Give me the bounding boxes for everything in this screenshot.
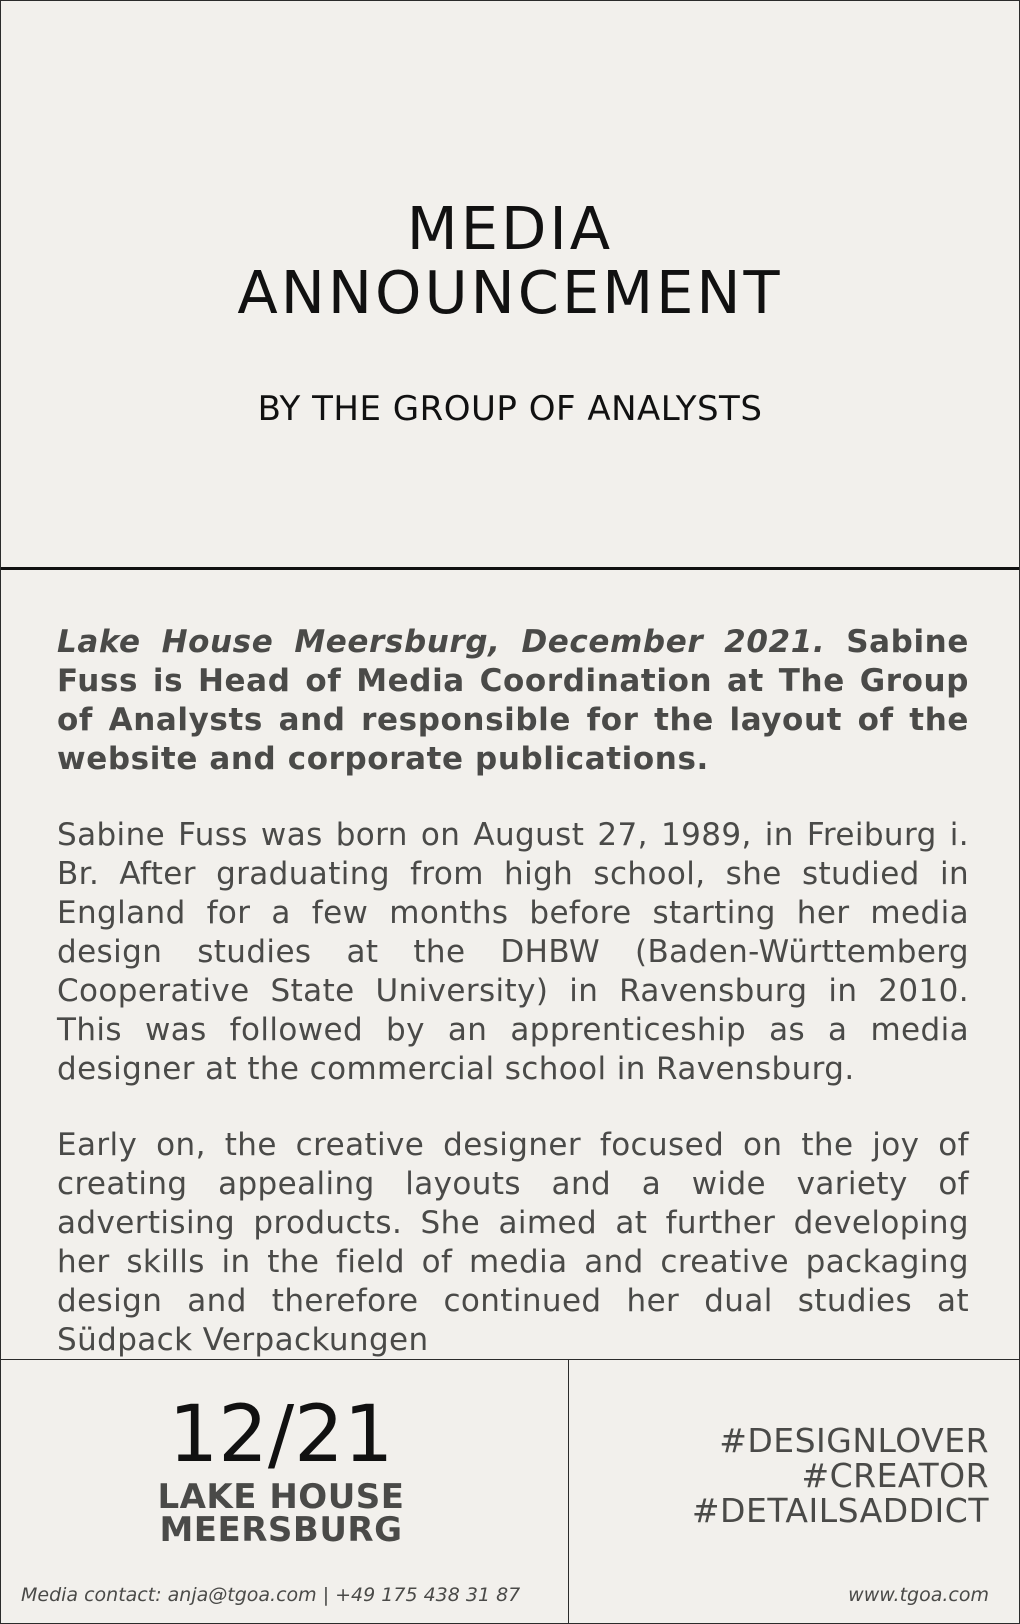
header-section xyxy=(1,1,1019,568)
body-paragraph-1: Sabine Fuss was born on August 27, 1989, in Freiburg i. Br. After graduating from high school, she studied in England for a few months before starting her media design studies at the DHBW (Baden-Württemberg Cooperative State University) in Ravensburg in 2010. This was followed by an apprenticeship as a media designer at the commercial school in Ravensburg. xyxy=(57,817,969,1087)
page-subtitle: BY THE GROUP OF ANALYSTS xyxy=(257,389,763,429)
title-line-1: MEDIA xyxy=(406,194,614,263)
hashtag-item: #DESIGNLOVER xyxy=(719,1421,989,1460)
lead-text: Sabine Fuss is Head of Media Coordination at The Group of Analysts and responsible for the layout of the website and corporate publications. xyxy=(57,624,969,777)
dateline: Lake House Meersburg, December 2021. xyxy=(57,624,826,660)
article-body xyxy=(57,623,969,1360)
place-line-1: LAKE HOUSE xyxy=(157,1477,405,1517)
footer-divider xyxy=(1,1359,1019,1360)
header-divider xyxy=(1,567,1019,570)
body-paragraph-2: Early on, the creative designer focused on the joy of creating appealing layouts and a wide variety of advertising products. She aimed at further developing her skills in the field of media and creative packaging design and therefore continued her dual studies at Südpack Verpackungen xyxy=(57,1127,969,1358)
title-line-2: ANNOUNCEMENT xyxy=(237,258,783,327)
media-contact: Media contact: anja@tgoa.com | +49 175 438 31 87 xyxy=(21,1584,521,1606)
place-line-2: MEERSBURG xyxy=(159,1510,403,1550)
footer-date: 12/21 xyxy=(168,1390,394,1480)
website-link[interactable]: www.tgoa.com xyxy=(848,1584,989,1606)
footer-column-divider xyxy=(568,1359,569,1623)
page-title xyxy=(1,194,1019,327)
lead-paragraph xyxy=(57,623,969,779)
footer-place xyxy=(1,1477,561,1550)
hashtag-item: #DETAILSADDICT xyxy=(691,1491,989,1530)
hashtag-list xyxy=(692,1423,989,1528)
hashtag-item: #CREATOR xyxy=(801,1456,989,1495)
